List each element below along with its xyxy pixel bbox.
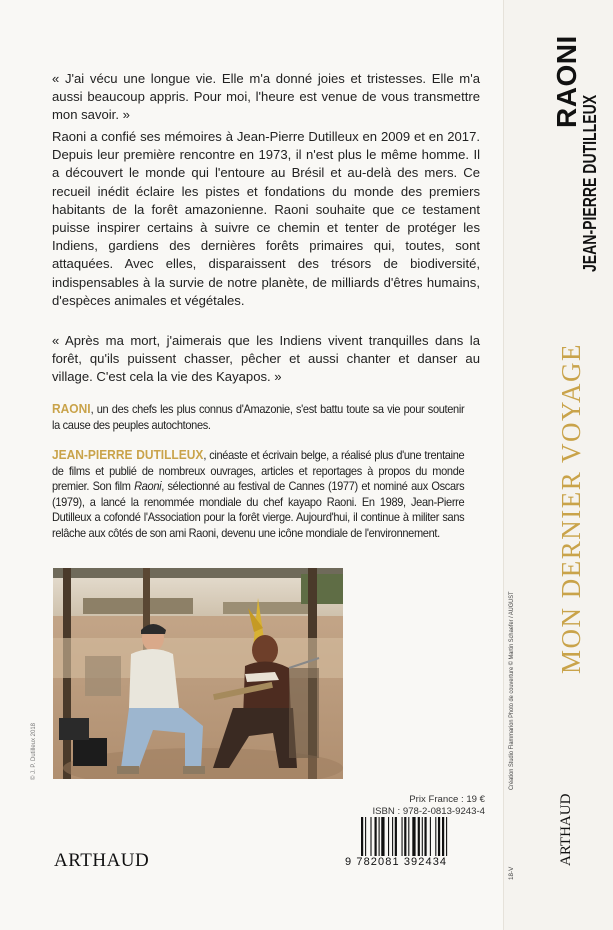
spine-publisher: ARTHAUD [558,793,574,866]
bio-dutilleux-film: Raoni [134,480,162,494]
spine-title: MON DERNIER VOYAGE [556,342,586,674]
bio-dutilleux-text-b: , sélectionné au festival de Cannes (1977) et nominé aux Oscars (1979), a lancé la renommée mondiale du chef kayapo Raoni. En 1989, Jean-Pierre Dutilleux a cofondé l'Association pour la forêt vierge. Aujourd'hui, il continue à militer sans relâche aux côtés de son ami Raoni, devenu une icône mondiale de l'environnement. [52,480,465,540]
barcode-digits: 9 782081 392434 [345,856,490,868]
summary-paragraph: Raoni a confié ses mémoires à Jean-Pierre Dutilleux en 2009 et en 2017. Depuis leur première rencontre en 1973, il n'est plus le même homme. Il a découvert le monde qui l'entoure au Brésil et au-delà des mers. Ce recueil inédit éclaire les pistes et fondations du monde des premiers habitants de la forêt amazonienne. Raoni souhaite que ce testament puisse inspirer certains à suivre ce chemin et tenter de protéger les Indiens, gardiens des dernières forêts primaires qui, toutes, sont attaquées. Avec elles, disparaissent des trésors de biodiversité, indispensables à la survie de notre planète, de milliards d'êtres humains, d'espèces animales et végétales. [52,129,480,308]
photo-credit-wrap [31,720,41,780]
closing-quote: « Après ma mort, j'aimerais que les Indiens vivent tranquilles dans la forêt, qu'ils puissent chasser, pêcher et aussi chanter et danser au village. C'est cela la vie des Kayapos. » [52,333,480,385]
publisher-logo: ARTHAUD [54,850,150,871]
photo-credit: © J. P. Dutilleux 2018 [31,722,37,780]
bio-raoni-name: RAONI [52,402,91,416]
isbn-label: ISBN : 978-2-0813-9243-4 [372,805,485,817]
photo-raoni-dutilleux [53,568,343,779]
spine-credits: Création Studio Flammarion Photo de couverture © Martin Schaefer / AUGUST [508,591,515,790]
bio-raoni-text: , un des chefs les plus connus d'Amazonie, s'est battu toute sa vie pour soutenir la cause des peuples autochtones. [52,403,465,432]
price-block [355,794,485,817]
price-label: Prix France : 19 € [409,794,485,805]
opening-quote: « J'ai vécu une longue vie. Elle m'a donné joies et tristesses. Elle m'a aussi beaucoup appris. Pour moi, l'heure est venue de vous transmettre mon savoir. » [52,71,480,123]
bio-dutilleux-name: JEAN-PIERRE DUTILLEUX [52,448,204,462]
spine-code: 18-V [508,866,515,880]
bio-dutilleux-text-a: , cinéaste et écrivain belge, a réalisé plus d'une trentaine de films et publié de nombreux ouvrages, articles et reportages à propos du monde premier. Son film [52,449,465,494]
bio-raoni [52,402,464,433]
photo-illustration [53,568,343,779]
spine-author: RAONI [551,35,582,128]
spine-coauthor: JEAN-PIERRE DUTILLEUX [580,94,600,272]
bio-dutilleux [52,448,464,542]
